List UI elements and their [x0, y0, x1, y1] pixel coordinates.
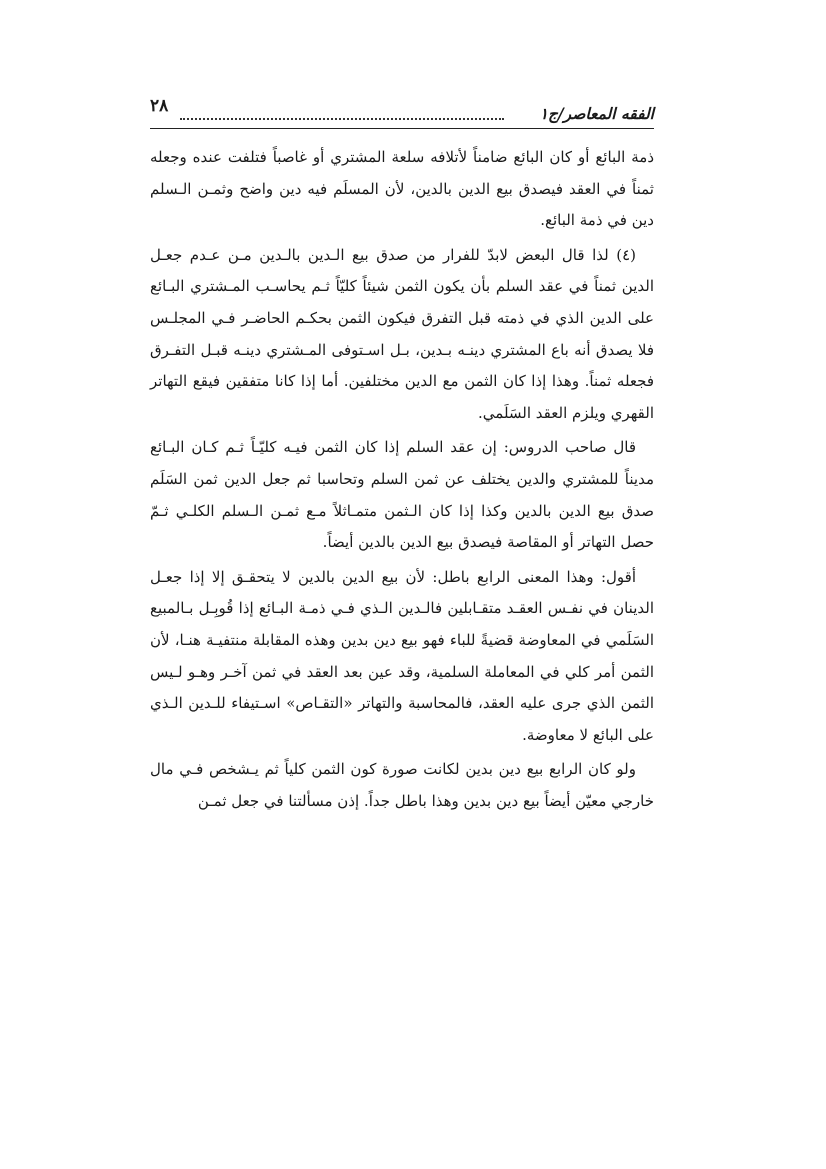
paragraph-2: (٤) لذا قال البعض لابدّ للفرار من صدق بيع الـدين بالـدين مـن عـدم جعـل الدين ثمناً في عقد السلم بأن يكون الثمن شيئاً كليّاً ثـم يحاسـب المـشتري البـائع على الدين الذي في ذمته قبل التفرق فيكون الثمن بحكـم الحاضـر فـي المجلـس فلا يصدق أنه باع المشتري دينـه بـدين، بـل اسـتوفى المـشتري دينـه قبـل التفـرق فجعله ثمناً. وهذا إذا كان الثمن مع الدين مختلفين. أما إذا كانا متفقين فيقع التهاتر القهري ويلزم العقد السَلَمي.: [150, 245, 654, 422]
paragraph-3: قال صاحب الدروس: إن عقد السلم إذا كان الثمن فيـه كليّـاً ثـم كـان البـائع مديناً للمشتري والدين يختلف عن ثمن السلم وتحاسبا ثم جعل الدين ثمن السَلَم صدق بيع الدين بالدين وكذا إذا كان الـثمن متمـاثلاً مـع ثمـن الـسلم الكلـي ثـمّ حصل التهاتر أو المقاصة فيصدق بيع الدين بالدين أيضاً.: [150, 438, 654, 552]
header-rule: [150, 128, 654, 129]
header-dot-leader: [180, 118, 504, 120]
running-title: الفقه المعاصر/ج١: [539, 104, 654, 123]
body-text: [150, 142, 654, 820]
paragraph-4: أقول: وهذا المعنى الرابع باطل: لأن بيع الدين بالدين لا يتحقـق إلا إذا جعـل الدينان في نفـس العقـد متقـابلين فالـدين الـذي فـي ذمـة البـائع إذا قُوبِـل بـالمبيع السَلَمي في المعاوضة قضيةً للباء فهو بيع دين بدين وهذه المقابلة منتفيـة هنـا، لأن الثمن أمر كلي في المعاملة السلمية، وقد عين بعد العقد في ثمن آخـر وهـو لـيس الثمن الذي جرى عليه العقد، فالمحاسبة والتهاتر «التقـاص» اسـتيفاء للـدين الـذي على البائع لا معاوضة.: [150, 567, 654, 744]
paragraph-1: ذمة البائع أو كان البائع ضامناً لأتلافه سلعة المشتري أو غاصباً فتلفت عنده وجعله ثمناً في العقد فيصدق بيع الدين بالدين، لأن المسلَم فيه دين واضح وثمـن الـسلم دين في ذمة البائع.: [150, 148, 654, 230]
page-header: [150, 96, 654, 126]
page-number: ٢٨: [150, 96, 169, 116]
paragraph-5: ولو كان الرابع بيع دين بدين لكانت صورة كون الثمن كلياً ثم يـشخص فـي مال خارجي معيّن أيضاً بيع دين بدين وهذا باطل جداً. إذن مسألتنا في جعل ثمـن: [150, 760, 654, 810]
